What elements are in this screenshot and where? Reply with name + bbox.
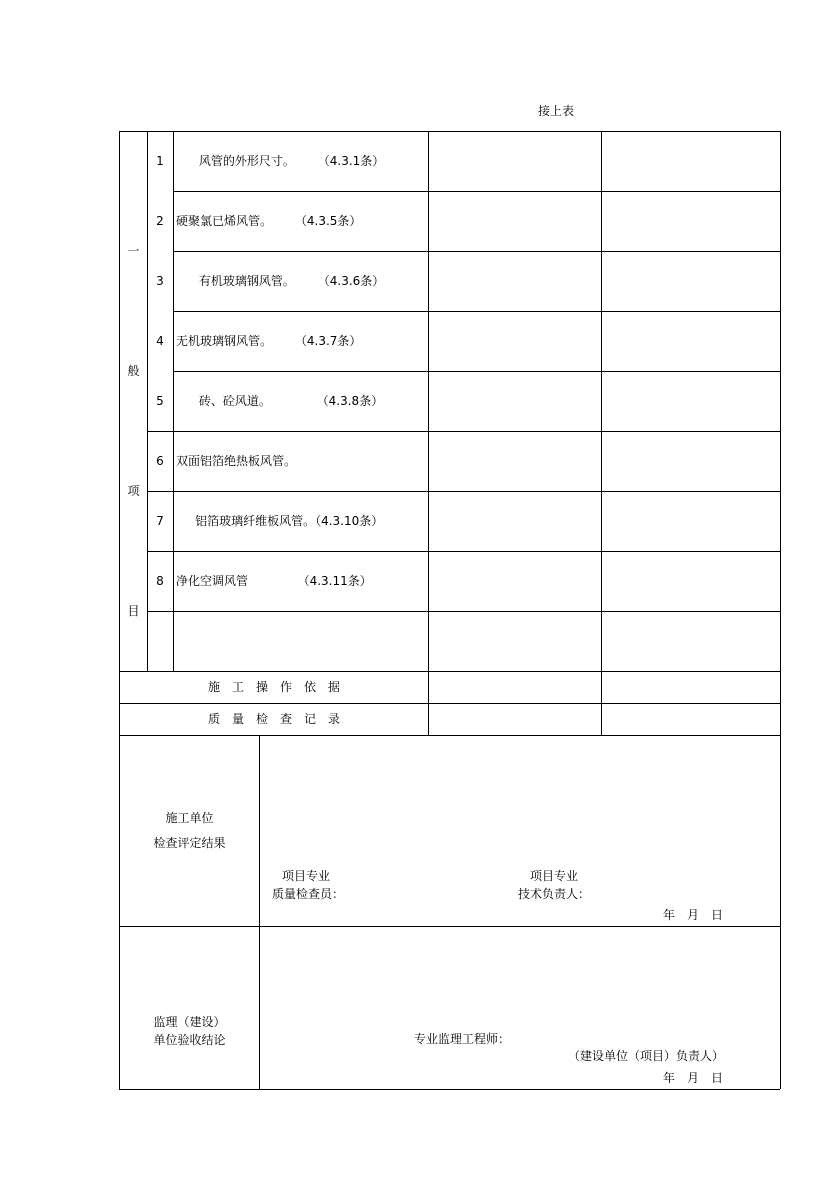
item-text: 铝箔玻璃纤维板风管。（4.3.10条） [176,514,384,528]
item-number: 5 [156,394,164,408]
item-number: 3 [156,274,164,288]
section-char-4: 目 [127,604,140,618]
quality-inspector-line2: 质量检查员： [272,887,345,901]
item-text: 风管的外形尺寸。 （4.3.1条） [176,154,385,168]
construction-basis-label: 施 工 操 作 依 据 [207,680,340,694]
section-char-3: 项 [127,484,140,498]
supervising-engineer-label: 专业监理工程师： [414,1032,511,1046]
construction-label-line2: 检查评定结果 [153,836,226,850]
item-number: 6 [156,454,164,468]
section-char-1: 一 [127,244,140,258]
owner-representative-label: （建设单位（项目）负责人） [568,1049,725,1063]
item-text: 净化空调风管 （4.3.11条） [176,574,372,588]
item-number: 2 [156,214,164,228]
item-number: 4 [156,334,164,348]
continued-label: 接上表 [538,104,575,118]
quality-record-label: 质 量 检 查 记 录 [207,712,340,726]
item-text: 硬聚氯已烯风管。 （4.3.5条） [176,214,362,228]
supervision-label-line2: 单位验收结论 [153,1033,226,1047]
item-text: 砖、砼风道。 （4.3.8条） [176,394,384,408]
construction-date: 年 月 日 [663,908,724,922]
item-number: 8 [156,574,164,588]
quality-inspector-line1: 项目专业 [282,869,331,883]
item-number: 7 [156,514,164,528]
construction-label-line1: 施工单位 [165,811,214,825]
supervision-date: 年 月 日 [663,1071,724,1085]
tech-lead-line2: 技术负责人： [518,887,591,901]
supervision-label-line1: 监理（建设） [153,1015,226,1029]
item-text: 双面铝箔绝热板风管。 [176,454,297,468]
item-text: 有机玻璃钢风管。 （4.3.6条） [176,274,385,288]
item-text: 无机玻璃钢风管。 （4.3.7条） [176,334,362,348]
tech-lead-line1: 项目专业 [530,869,579,883]
item-number: 1 [156,154,164,168]
section-char-2: 般 [127,364,140,378]
